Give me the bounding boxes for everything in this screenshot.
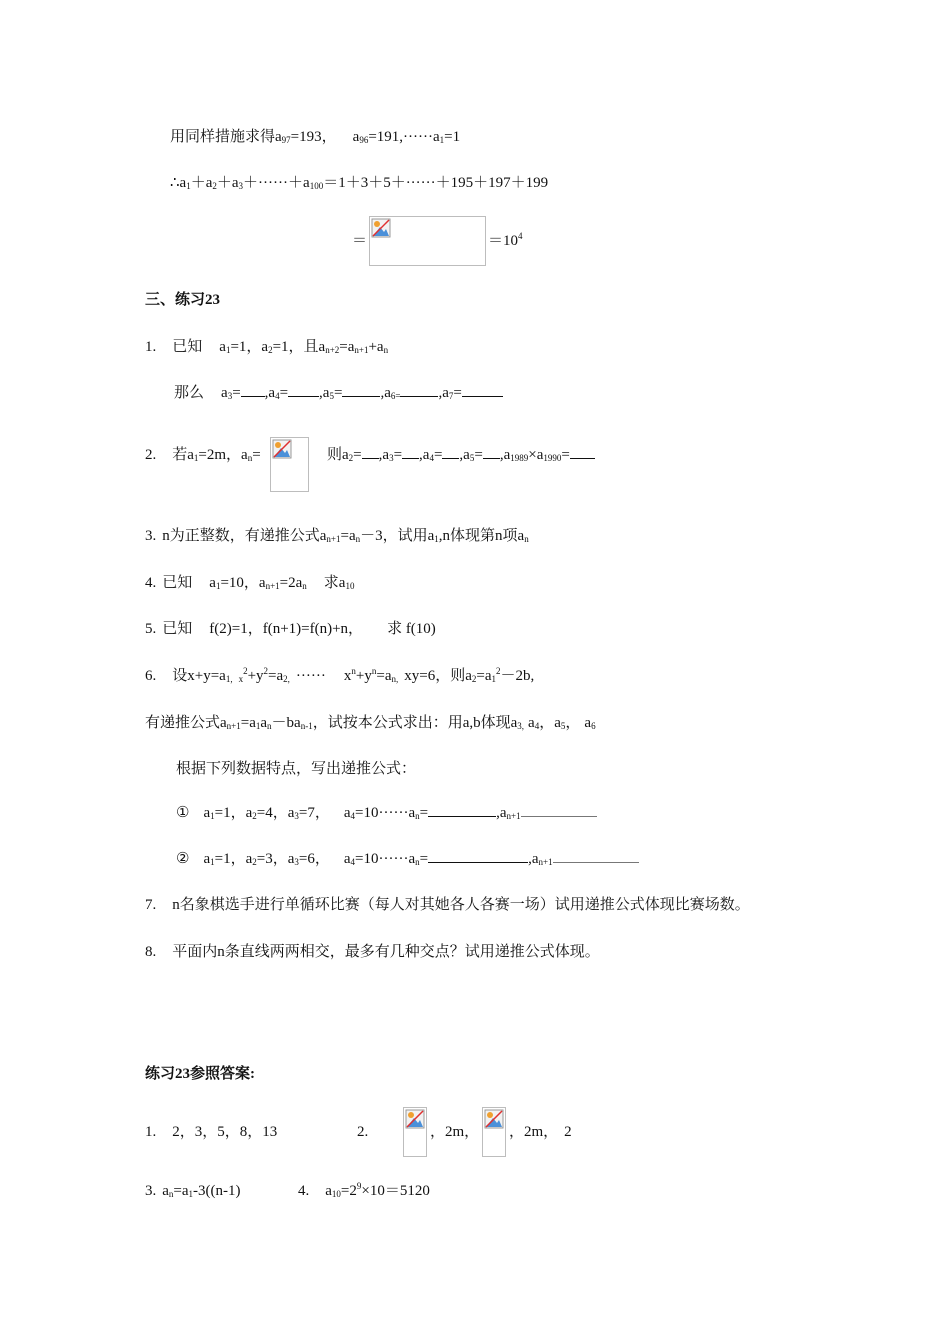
paragraph-result-right: $=10^4$ (488, 231, 523, 249)
paragraph-a97: 用同样措施求得$a_{97}=193$， $a_{96}=191,\cdot\cdot\cdot\cdot\cdot\cdot a_1=1$ (170, 129, 461, 145)
answer-blank[interactable] (400, 384, 438, 397)
answer-2-part-2: ，2m， 2 (509, 1124, 572, 1140)
answer-blank[interactable] (483, 446, 500, 459)
paragraph-sum: $\therefore a_1+a_2+a_3+\cdot\cdot\cdot\cdot\cdot\cdot+a_{100}=1+3+5+\cdot\cdot\cdot\cdot\cdot\cdot+195+197+199$ (170, 175, 549, 191)
answer-blank[interactable] (570, 446, 595, 459)
answer-3: 3. $a_n=a_1-3((n-1)$ (145, 1183, 241, 1199)
answer-blank[interactable] (442, 446, 459, 459)
question-1-blanks: 那么 $a_3= ,a_4= ,a_5= ,a_{6=}$ $,a_7=$ (174, 383, 503, 403)
answer-1: 1. 2，3，5，8，13 (145, 1124, 278, 1140)
formula-image (403, 1107, 427, 1157)
question-6-item-2: ② $a_1=1$，$a_2=3$，$a_3=6$， $a_4=10\cdot\cdot\cdot\cdot\cdot\cdot a_n= ,a_{n+1}$ (176, 849, 639, 869)
answer-blank[interactable] (428, 850, 528, 863)
answer-blank[interactable] (288, 384, 319, 397)
broken-image-icon (405, 1109, 425, 1129)
answer-blank[interactable] (241, 384, 265, 397)
question-6: 6. 设$x+y=a_{1,}$ $_x^2+y^2=a_{2,}$ ······ $x^n+y^n=a_{n,}$ xy=6，则$a_2=a_1^2-2b$, (145, 666, 535, 684)
question-5: 5. 已知 f(2)=1，f(n+1)=f(n)+n， 求 f(10) (145, 621, 436, 637)
broken-image-icon (272, 439, 292, 459)
question-1: 1. 已知 $a_1=1$，$a_2=1$，且$a_{n+2}=a_{n+1}+a_n$ (145, 339, 389, 355)
formula-image (369, 216, 486, 266)
question-6-recurrence: 有递推公式$a_{n+1}=a_1a_n-ba_{n-1}$，试按本公式求出：用a,b体现$a_{3,}$ $a_4$，$a_5$， $a_6$ (145, 715, 596, 731)
question-3: 3. n为正整数，有递推公式$a_{n+1}=a_n-3$，试用$a_1,n$体现第n项$a_n$ (145, 528, 529, 544)
formula-image (482, 1107, 506, 1157)
question-4: 4. 已知 $a_1=10$，$a_{n+1}=2a_n$ 求$a_{10}$ (145, 575, 355, 591)
answer-2-part-1: ，2m， (430, 1124, 480, 1140)
paragraph-result: ＝ (352, 233, 368, 249)
question-8: 8. 平面内n条直线两两相交，最多有几种交点？试用递推公式体现。 (145, 944, 600, 960)
question-6-item-1: ① $a_1=1$，$a_2=4$，$a_3=7$， $a_4=10\cdot\cdot\cdot\cdot\cdot\cdot a_n= ,a_{n+1}$ (176, 803, 597, 823)
broken-image-icon (484, 1109, 504, 1129)
answer-blank[interactable] (402, 446, 419, 459)
answer-blank[interactable] (428, 804, 496, 817)
answer-2-label: 2. (357, 1124, 369, 1140)
answer-blank[interactable] (342, 384, 380, 397)
answer-blank[interactable] (362, 446, 379, 459)
formula-image (270, 437, 309, 492)
answer-4: 4. $a_{10}=2^9\times 10=5120$ (298, 1181, 430, 1199)
question-2-blanks: 则$a_2= ,a_3= ,a_4= ,a_5= ,a_{1989}\times a_{1990}=$ (327, 445, 595, 465)
question-6-instruction: 根据下列数据特点，写出递推公式： (176, 761, 417, 777)
answer-blank[interactable] (521, 804, 597, 817)
answer-blank[interactable] (553, 850, 639, 863)
answers-heading: 练习23参照答案: (145, 1066, 255, 1082)
broken-image-icon (371, 218, 391, 238)
question-7: 7. n名象棋选手进行单循环比赛（每人对其她各人各赛一场）试用递推公式体现比赛场数。 (145, 897, 750, 913)
answer-blank[interactable] (462, 384, 503, 397)
question-2: 2. 若$a_1=2m$，$a_n=$ (145, 447, 261, 463)
section-heading: 三、练习23 (145, 292, 221, 308)
